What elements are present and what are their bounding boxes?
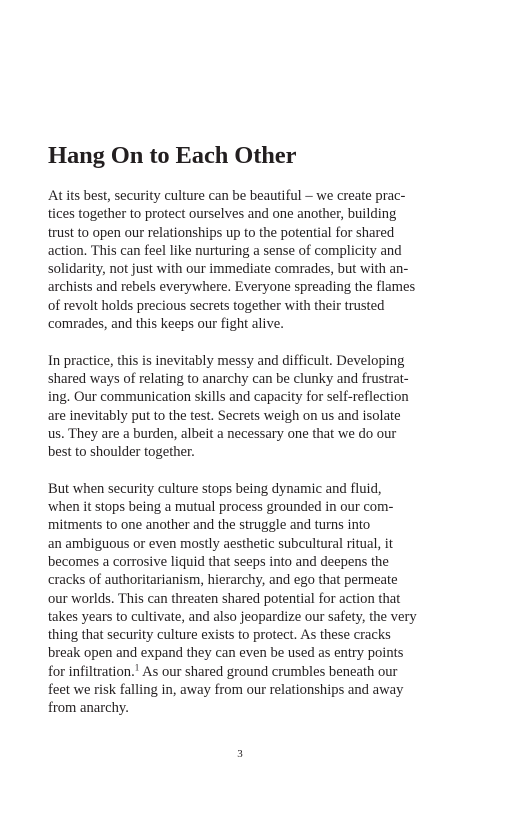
text-line: our worlds. This can threaten shared potential for action that bbox=[48, 590, 401, 607]
text-line: an ambiguous or even mostly aesthetic subcultural ritual, it bbox=[48, 535, 393, 552]
text-fragment: for infiltration. bbox=[48, 663, 135, 680]
text-line: thing that security culture exists to protect. As these cracks bbox=[48, 627, 391, 644]
text-line: ing. Our communication skills and capacity for self-reflection bbox=[48, 389, 409, 406]
text-line: But when security culture stops being dynamic and fluid, bbox=[48, 480, 382, 497]
text-line: feet we risk falling in, away from our relationships and away bbox=[48, 682, 404, 699]
text-line: comrades, and this keeps our fight alive. bbox=[48, 316, 284, 333]
text-line: mitments to one another and the struggle and turns into bbox=[48, 517, 371, 534]
footnote-reference[interactable]: 1 bbox=[134, 662, 140, 673]
text-line: when it stops being a mutual process grounded in our com- bbox=[48, 499, 394, 516]
section-heading: Hang On to Each Other bbox=[48, 142, 297, 169]
text-line: archists and rebels everywhere. Everyone spreading the flames bbox=[48, 279, 416, 296]
text-line: takes years to cultivate, and also jeopardize our safety, the very bbox=[48, 608, 417, 625]
paragraph-2 bbox=[48, 352, 432, 462]
text-line: of revolt holds precious secrets together with their trusted bbox=[48, 297, 385, 314]
text-line: In practice, this is inevitably messy and difficult. Developing bbox=[48, 352, 405, 369]
text-fragment: As our shared ground crumbles beneath our bbox=[139, 663, 398, 680]
text-line: are inevitably put to the test. Secrets weigh on us and isolate bbox=[48, 407, 401, 424]
text-line: best to shoulder together. bbox=[48, 444, 195, 461]
text-line-with-footnote bbox=[48, 663, 432, 681]
text-line: us. They are a burden, albeit a necessary one that we do our bbox=[48, 425, 397, 442]
text-line: cracks of authoritarianism, hierarchy, and ego that permeate bbox=[48, 572, 398, 589]
page-number: 3 bbox=[237, 748, 243, 760]
text-line: action. This can feel like nurturing a sense of complicity and bbox=[48, 242, 402, 259]
paragraph-1 bbox=[48, 187, 432, 333]
text-line: break open and expand they can even be used as entry points bbox=[48, 645, 404, 662]
text-line: shared ways of relating to anarchy can be clunky and frustrat- bbox=[48, 370, 409, 387]
text-line: tices together to protect ourselves and one another, building bbox=[48, 206, 397, 223]
page-body bbox=[48, 140, 432, 718]
text-line: At its best, security culture can be beautiful – we create prac- bbox=[48, 188, 406, 204]
paragraph-3 bbox=[48, 480, 432, 718]
text-line: from anarchy. bbox=[48, 700, 129, 717]
text-line: becomes a corrosive liquid that seeps into and deepens the bbox=[48, 553, 389, 570]
text-line: solidarity, not just with our immediate comrades, but with an- bbox=[48, 261, 409, 278]
text-line: trust to open our relationships up to the potential for shared bbox=[48, 224, 395, 241]
